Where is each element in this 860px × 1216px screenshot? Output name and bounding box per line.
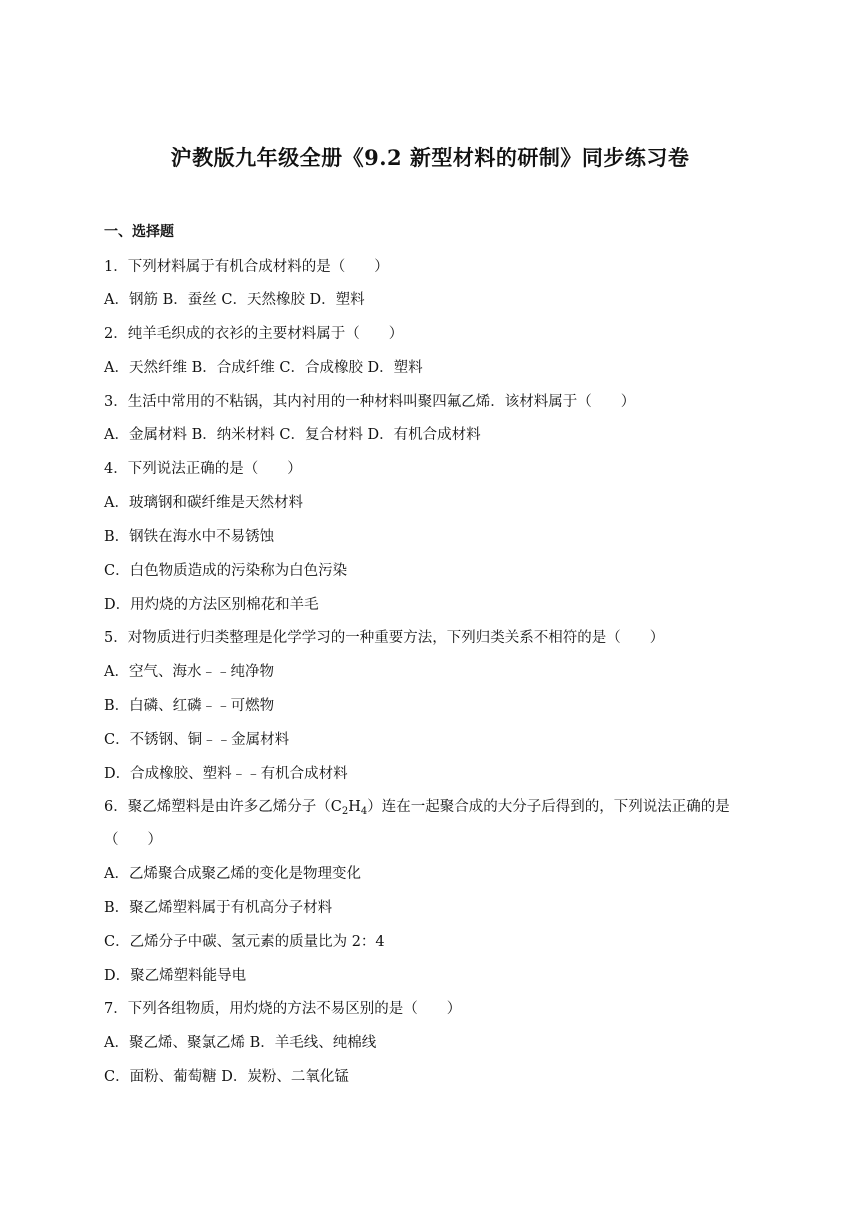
question-7-options-cd: C．面粉、葡萄糖 D．炭粉、二氧化锰 [104, 1069, 349, 1085]
document-title: 沪教版九年级全册《9.2 新型材料的研制》同步练习卷 [170, 145, 690, 170]
question-6-continuation: （ ） [104, 832, 162, 848]
question-6-option-a: A．乙烯聚合成聚乙烯的变化是物理变化 [104, 866, 361, 882]
question-5-option-d: D．合成橡胶、塑料﹣﹣有机合成材料 [104, 766, 348, 782]
question-4: 4．下列说法正确的是（ ） [104, 461, 302, 477]
question-6-text-start: 6．聚乙烯塑料是由许多乙烯分子（C [104, 799, 342, 815]
question-5: 5．对物质进行归类整理是化学学习的一种重要方法，下列归类关系不相符的是（ ） [104, 630, 665, 646]
question-3: 3．生活中常用的不粘锅，其内衬用的一种材料叫聚四氟乙烯．该材料属于（ ） [104, 394, 636, 410]
question-5-option-a: A．空气、海水﹣﹣纯净物 [104, 664, 274, 680]
question-4-option-b: B．钢铁在海水中不易锈蚀 [104, 529, 275, 545]
question-1-options: A．钢筋 B．蚕丝 C．天然橡胶 D．塑料 [104, 292, 365, 308]
section-heading: 一、选择题 [104, 224, 174, 240]
question-4-option-a: A．玻璃钢和碳纤维是天然材料 [104, 495, 303, 511]
question-7-options-ab: A．聚乙烯、聚氯乙烯 B．羊毛线、纯棉线 [104, 1035, 377, 1051]
question-5-option-b: B．白磷、红磷﹣﹣可燃物 [104, 698, 275, 714]
formula-subscript: 4 [360, 806, 368, 817]
question-6 [104, 797, 730, 817]
question-6-text-end: ）连在一起聚合成的大分子后得到的，下列说法正确的是 [367, 799, 730, 815]
question-7: 7．下列各组物质，用灼烧的方法不易区别的是（ ） [104, 1001, 462, 1017]
question-6-option-d: D．聚乙烯塑料能导电 [104, 968, 247, 984]
formula-subscript: 2 [341, 806, 349, 817]
question-2-options: A．天然纤维 B．合成纤维 C．合成橡胶 D．塑料 [104, 360, 423, 376]
question-4-option-c: C．白色物质造成的污染称为白色污染 [104, 563, 348, 579]
question-6-option-c: C．乙烯分子中碳、氢元素的质量比为 2：4 [104, 934, 385, 950]
question-5-option-c: C．不锈钢、铜﹣﹣金属材料 [104, 732, 290, 748]
question-4-option-d: D．用灼烧的方法区别棉花和羊毛 [104, 597, 319, 613]
question-6-option-b: B．聚乙烯塑料属于有机高分子材料 [104, 900, 333, 916]
question-3-options: A．金属材料 B．纳米材料 C．复合材料 D．有机合成材料 [104, 427, 481, 443]
question-2: 2．纯羊毛织成的衣衫的主要材料属于（ ） [104, 326, 404, 342]
question-1: 1．下列材料属于有机合成材料的是（ ） [104, 259, 389, 275]
question-6-text-mid: H [348, 799, 361, 815]
